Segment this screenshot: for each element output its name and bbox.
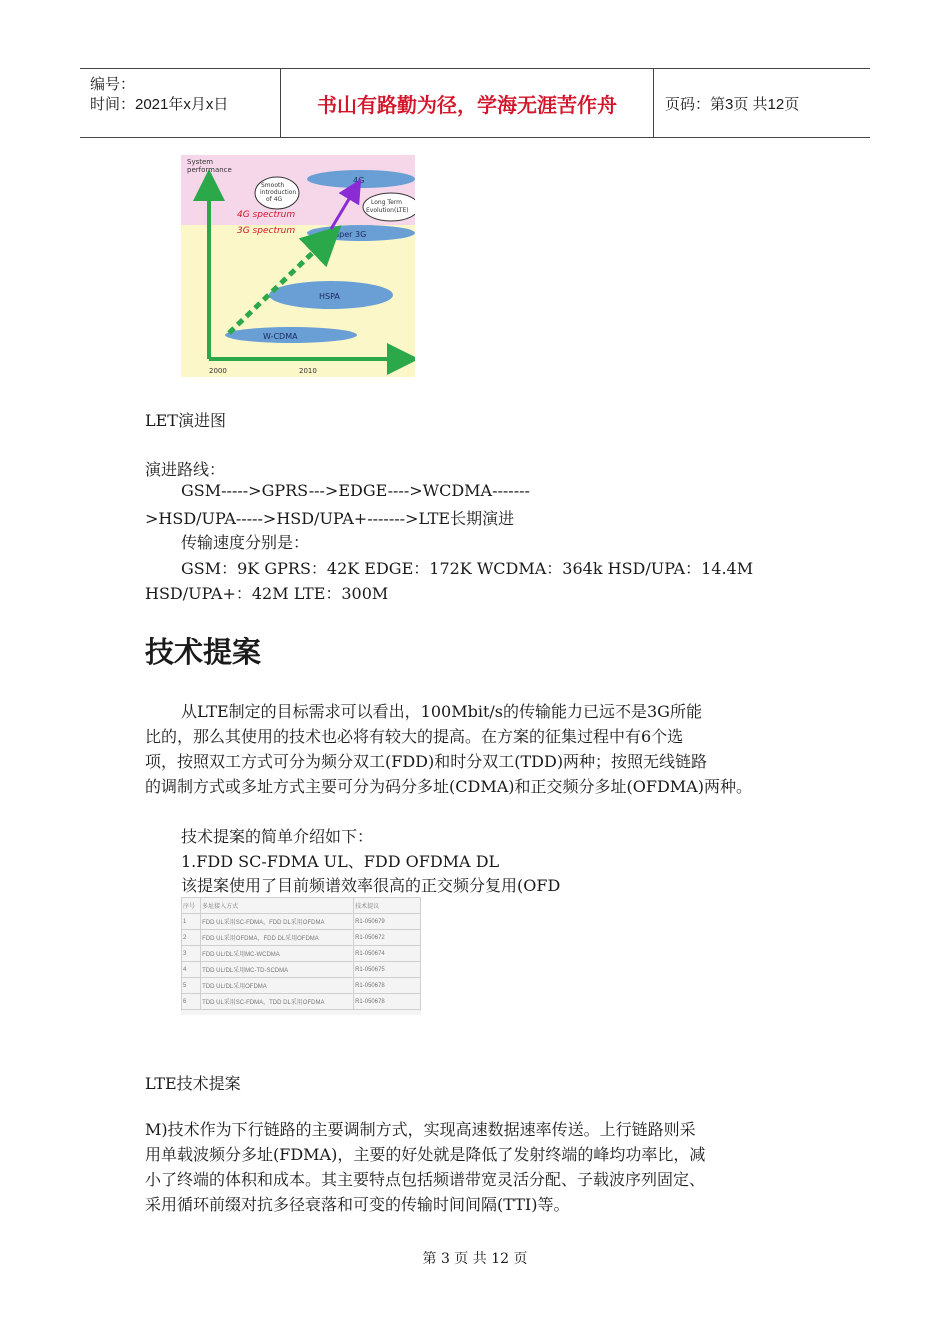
table-cell: TDD UL采用SC-FDMA，TDD DL采用OFDMA [201, 994, 354, 1010]
para1-line-3: 项，按照双工方式可分为频分双工(FDD)和时分双工(TDD)两种；按照无线链路 [145, 752, 708, 771]
route-line-2: >HSD/UPA----->HSD/UPA+------->LTE长期演进 [145, 509, 515, 528]
proposal-table-image [181, 897, 421, 1015]
table-header-row [182, 898, 421, 914]
intro-text: 技术提案的简单介绍如下： [181, 827, 374, 846]
route-line-1: GSM----->GPRS--->EDGE---->WCDMA------- [181, 481, 530, 500]
table-cell: FDD UL采用SC-FDMA，FDD DL采用OFDMA [201, 914, 354, 930]
header-motto: 书山有路勤为径，学海无涯苦作舟 [281, 69, 654, 137]
x-tick-2010: 2010 [299, 367, 317, 375]
para2-line-1: M)技术作为下行链路的主要调制方式，实现高速数据速率传送。上行链路则采 [145, 1120, 696, 1139]
table-row [182, 978, 421, 994]
table-cell: R1-050678 [354, 994, 421, 1010]
date-label: 时间：2021年x月x日 [90, 96, 229, 113]
route-title: 演进路线： [145, 460, 226, 479]
page-footer: 第 3 页 共 12 页 [422, 1251, 528, 1267]
lte-callout-text-1: Long Term [371, 199, 402, 206]
table-cell: R1-050672 [354, 930, 421, 946]
header-meta-cell [80, 69, 281, 137]
table-cell: TDD UL/DL采用MC-TD-SCDMA [201, 962, 354, 978]
para2-line-2: 用单载波频分多址(FDMA)，主要的好处就是降低了发射终端的峰均功率比，减 [145, 1145, 706, 1164]
serial-label: 编号： [90, 76, 136, 93]
table-cell: R1-050675 [354, 962, 421, 978]
proposal-item-1: 1.FDD SC-FDMA UL、FDD OFDMA DL [181, 852, 500, 871]
header-page-info: 页码：第3页 共12页 [665, 95, 800, 113]
table-cell: FDD UL采用OFDMA，FDD DL采用OFDMA [201, 930, 354, 946]
para2-line-3: 小了终端的体积和成本。其主要特点包括频谱带宽灵活分配、子载波序列固定、 [145, 1170, 706, 1189]
table-cell: 4 [182, 962, 201, 978]
table-cell: 1 [182, 914, 201, 930]
table-cell: 3 [182, 946, 201, 962]
band-super3g-label: Super 3G [329, 230, 367, 239]
para2-line-4: 采用循环前缀对抗多径衰落和可变的传输时间间隔(TTI)等。 [145, 1195, 570, 1214]
para1-line-1: 从LTE制定的目标需求可以看出，100Mbit/s的传输能力已远不是3G所能 [181, 702, 702, 721]
band-wcdma-label: W-CDMA [263, 332, 298, 341]
para1-line-2: 比的，那么其使用的技术也必将有较大的提高。在方案的征集过程中有6个选 [145, 727, 684, 746]
callout-text-3: of 4G [266, 196, 283, 203]
callout-text-2: introduction [260, 189, 297, 196]
figure-caption: LET演进图 [145, 411, 226, 430]
table-cell: FDD UL/DL采用MC-WCDMA [201, 946, 354, 962]
speed-line-2: HSD/UPA+：42M LTE：300M [145, 584, 389, 603]
band-hspa-label: HSPA [319, 292, 340, 301]
y-label-1: System [187, 158, 214, 166]
proposal-table [181, 897, 421, 1010]
section-heading: 技术提案 [145, 635, 262, 669]
table-cell: TDD UL/DL采用OFDMA [201, 978, 354, 994]
table-row [182, 946, 421, 962]
table-header-cell: 序号 [182, 898, 201, 914]
callout-text-1: Smooth [261, 182, 285, 189]
spectrum-3g-label: 3G spectrum [237, 226, 296, 236]
y-label-2: performance [187, 166, 232, 174]
para1-line-4: 的调制方式或多址方式主要可分为码分多址(CDMA)和正交频分多址(OFDMA)两种。 [145, 777, 752, 796]
table-header-cell: 多址接入方式 [201, 898, 354, 914]
x-tick-2000: 2000 [209, 367, 227, 375]
table-cell: R1-050678 [354, 978, 421, 994]
table-cell: 2 [182, 930, 201, 946]
proposal-item-1-desc: 该提案使用了目前频谱效率很高的正交频分复用(OFD [181, 876, 561, 895]
table-cell: 5 [182, 978, 201, 994]
speed-line-1: GSM：9K GPRS：42K EDGE：172K WCDMA：364k HSD/UPA：14.4M [181, 559, 754, 578]
speed-title: 传输速度分别是： [181, 533, 310, 552]
table-cell: 6 [182, 994, 201, 1010]
table-row [182, 994, 421, 1010]
table-cell: R1-050674 [354, 946, 421, 962]
table-caption: LTE技术提案 [145, 1074, 241, 1093]
lte-evolution-figure [181, 155, 415, 377]
lte-callout-text-2: Evolution(LTE) [366, 207, 409, 214]
table-row [182, 930, 421, 946]
band-4g-label: 4G [353, 176, 365, 185]
spectrum-4g-label: 4G spectrum [237, 210, 296, 220]
page-header [80, 68, 870, 138]
table-row [182, 962, 421, 978]
table-row [182, 914, 421, 930]
table-header-cell: 技术提议 [354, 898, 421, 914]
table-cell: R1-050679 [354, 914, 421, 930]
